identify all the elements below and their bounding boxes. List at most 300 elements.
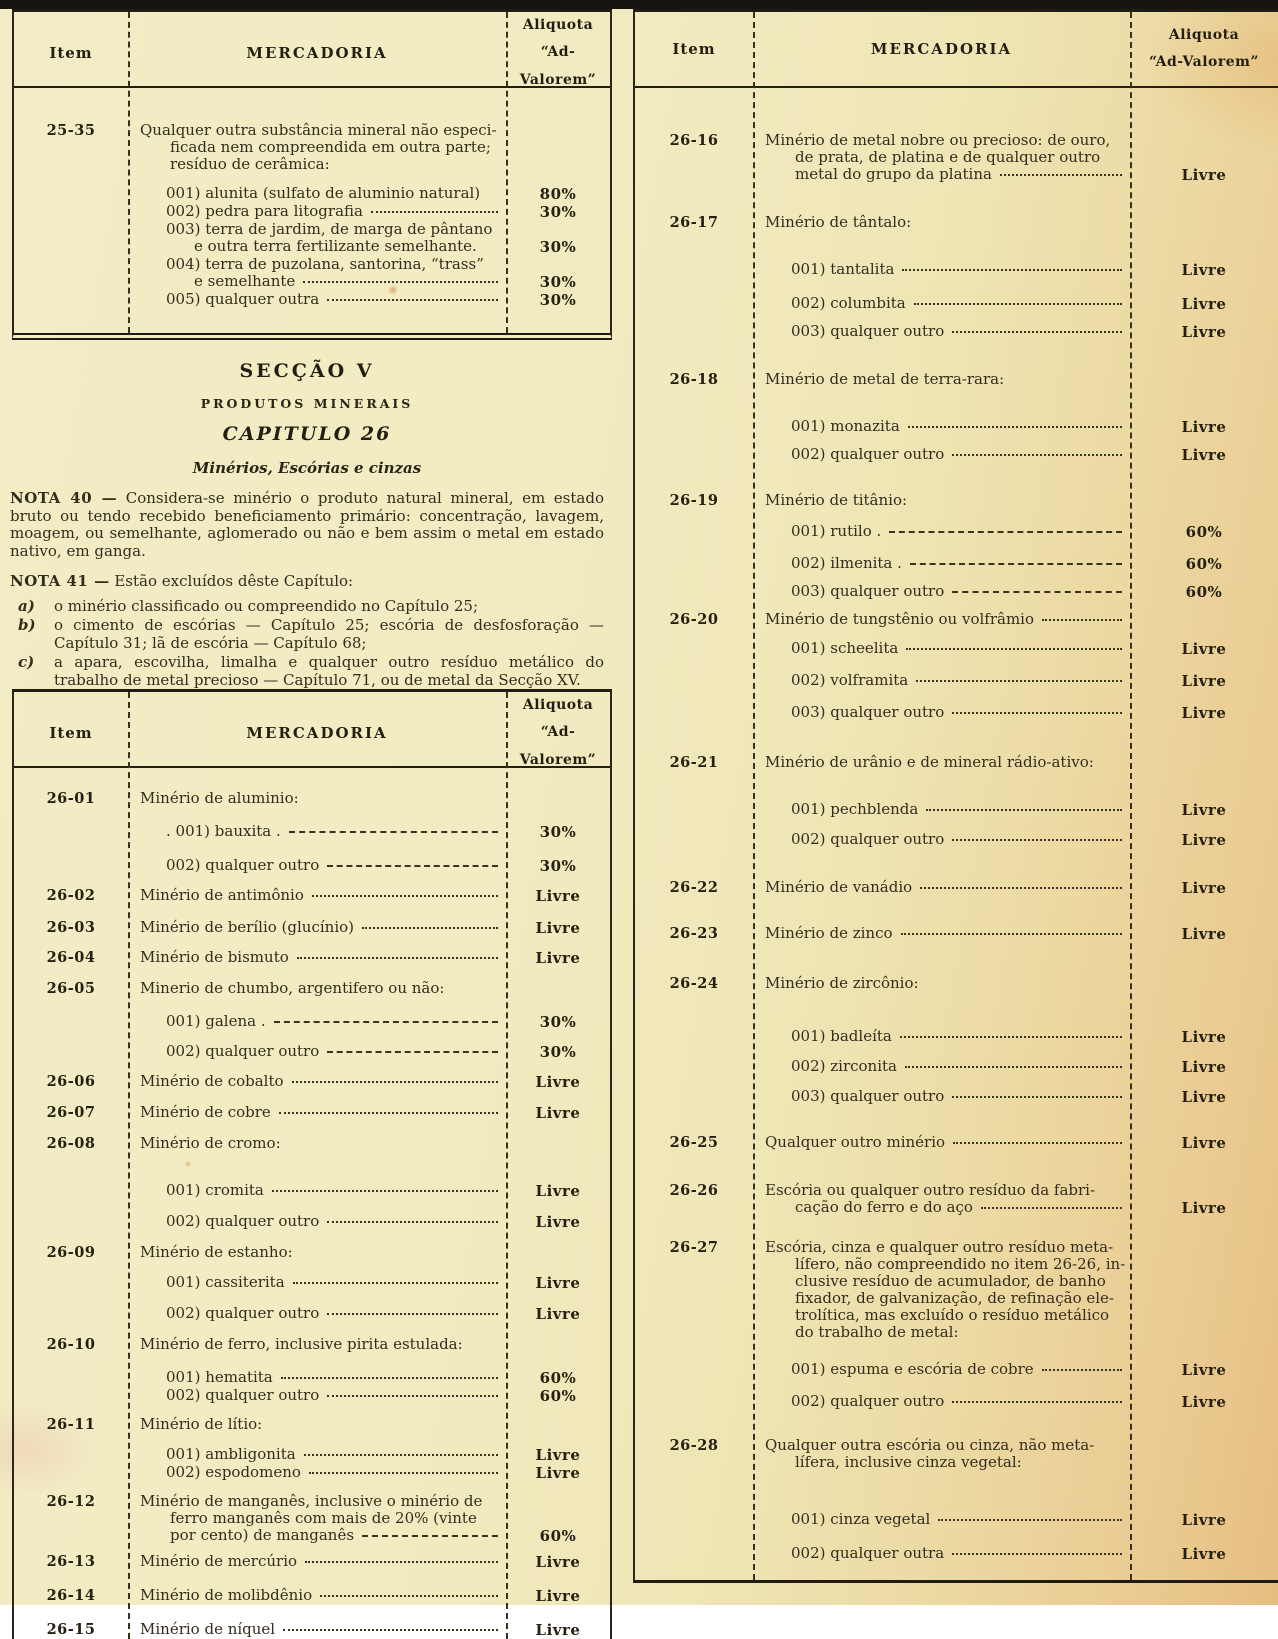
dotted-leader bbox=[953, 1142, 1122, 1144]
nota-41-item bbox=[10, 598, 604, 616]
row-text: Minério de zinco bbox=[765, 924, 893, 942]
mercadoria-text bbox=[128, 1182, 506, 1199]
left-column bbox=[0, 9, 618, 1639]
mercadoria-text bbox=[753, 1324, 1130, 1341]
row-text: Minério de mercúrio bbox=[140, 1552, 298, 1570]
item-code: 26-11 bbox=[46, 1416, 96, 1433]
dotted-leader bbox=[305, 1561, 498, 1563]
table-row-line bbox=[14, 1527, 610, 1545]
table-row-line bbox=[635, 555, 1278, 573]
row-text: Minério de níquel bbox=[140, 1620, 276, 1638]
table-row-line bbox=[635, 295, 1278, 313]
dotted-leader bbox=[906, 648, 1122, 650]
item-code: 26-03 bbox=[46, 919, 96, 936]
item-code: 26-09 bbox=[46, 1244, 96, 1261]
table-row-line bbox=[14, 1305, 610, 1323]
row-text: 004) terra de puzolana, santorina, “trass” bbox=[166, 255, 484, 273]
dotted-leader bbox=[952, 1401, 1122, 1403]
mercadoria-text bbox=[753, 640, 1130, 657]
dotted-leader bbox=[952, 839, 1122, 841]
table-row-line bbox=[14, 919, 610, 937]
item-code: 26-04 bbox=[46, 949, 96, 966]
mercadoria-text bbox=[128, 1244, 506, 1261]
aliquota-value: Livre bbox=[535, 1104, 581, 1122]
row-text: Minério de bismuto bbox=[140, 948, 289, 966]
item-code: 26-08 bbox=[46, 1135, 96, 1152]
table-row-line bbox=[635, 1256, 1278, 1273]
table-row-line bbox=[635, 672, 1278, 690]
row-text: ficada nem compreendida em outra parte; bbox=[170, 138, 491, 156]
aliquota-value: Livre bbox=[1181, 672, 1227, 690]
nota-41-item-text: a apara, escovilha, limalha e qualquer outro resíduo metálico do trabalho de metal precioso — Capítulo 71, ou de metal da Secção XV. bbox=[54, 653, 604, 689]
row-text: 002) volframita bbox=[791, 671, 909, 689]
table-row-line bbox=[635, 1028, 1278, 1046]
mercadoria-text bbox=[128, 256, 506, 273]
dotted-leader bbox=[371, 211, 498, 213]
table-row-line bbox=[635, 1134, 1278, 1152]
row-text: 001) scheelita bbox=[791, 639, 899, 657]
dotted-leader bbox=[279, 1112, 498, 1114]
aliquota-value: Livre bbox=[535, 1587, 581, 1605]
aliquota-value: Livre bbox=[1181, 1545, 1227, 1563]
aliquota-value: 30% bbox=[539, 273, 577, 291]
mercadoria-text bbox=[753, 149, 1130, 166]
aliquota-value: Livre bbox=[1181, 261, 1227, 279]
mercadoria-text bbox=[753, 611, 1130, 628]
mercadoria-text bbox=[128, 1621, 506, 1638]
mercadoria-text bbox=[753, 523, 1130, 540]
mercadoria-text bbox=[128, 221, 506, 238]
mercadoria-text bbox=[128, 1305, 506, 1322]
table-row-line bbox=[635, 611, 1278, 628]
mercadoria-text bbox=[753, 879, 1130, 896]
mercadoria-text bbox=[753, 1134, 1130, 1151]
mercadoria-text bbox=[753, 166, 1130, 183]
table-row-line bbox=[14, 980, 610, 997]
item-code: 26-20 bbox=[669, 611, 719, 628]
row-text: Minério de titânio: bbox=[765, 491, 908, 509]
table-row-line bbox=[14, 1416, 610, 1433]
row-text: Minério de ferro, inclusive pirita estulada: bbox=[140, 1335, 463, 1353]
row-text: Minério de antimônio bbox=[140, 886, 304, 904]
aliquota-value: Livre bbox=[1181, 640, 1227, 658]
table-row-line bbox=[14, 857, 610, 875]
aliquota-value: 60% bbox=[1185, 523, 1223, 541]
row-text: Minério de estanho: bbox=[140, 1243, 293, 1261]
item-code: 26-17 bbox=[669, 214, 719, 231]
row-text: 001) cinza vegetal bbox=[791, 1510, 931, 1528]
row-text: Minério de cobalto bbox=[140, 1072, 284, 1090]
column-header-mercadoria: MERCADORIA bbox=[246, 43, 388, 62]
dotted-leader bbox=[908, 426, 1122, 428]
mercadoria-text bbox=[753, 672, 1130, 689]
table-row-line bbox=[14, 256, 610, 273]
mercadoria-text bbox=[753, 1088, 1130, 1105]
row-text: Minério de metal nobre ou precioso: de ouro, bbox=[765, 131, 1111, 149]
nota-40 bbox=[10, 490, 604, 560]
column-header-aliquota bbox=[506, 692, 610, 774]
row-text: clusive resíduo de acumulador, de banho bbox=[795, 1272, 1106, 1290]
aliquota-value: Livre bbox=[535, 1553, 581, 1571]
dotted-leader bbox=[952, 331, 1122, 333]
column-header-aliquota bbox=[1130, 22, 1278, 77]
column-divider bbox=[128, 12, 130, 333]
table-row-line bbox=[14, 238, 610, 256]
row-text: metal do grupo da platina bbox=[795, 165, 992, 183]
table-row-line bbox=[14, 1387, 610, 1405]
table-row-line bbox=[635, 801, 1278, 819]
aliquota-value: Livre bbox=[535, 1446, 581, 1464]
row-text: 002) qualquer outro bbox=[166, 1304, 320, 1322]
aliquota-label: Aliquota bbox=[522, 17, 594, 33]
mercadoria-text bbox=[128, 1274, 506, 1291]
mercadoria-text bbox=[128, 1104, 506, 1121]
dotted-leader bbox=[272, 1190, 498, 1192]
mercadoria-text bbox=[128, 291, 506, 308]
mercadoria-text bbox=[128, 1527, 506, 1544]
aliquota-value: Livre bbox=[535, 1213, 581, 1231]
mercadoria-text bbox=[753, 261, 1130, 278]
column-header-mercadoria: MERCADORIA bbox=[870, 40, 1013, 58]
table-row-line bbox=[14, 1135, 610, 1152]
nota-41-item-label: a) bbox=[18, 596, 35, 615]
dotted-leader bbox=[283, 1629, 498, 1631]
dotted-leader bbox=[327, 1051, 498, 1053]
mercadoria-text bbox=[753, 1545, 1130, 1562]
table-row-line bbox=[635, 1290, 1278, 1307]
mercadoria-text bbox=[753, 323, 1130, 340]
nota-40-text: Considera-se minério o produto natural mineral, em estado bruto ou tendo recebido beneficiamento primário: concentração, lavagem, moagem, ou semelhante, aglomerado ou não e bem assim o metal em estado nativo, em ganga. bbox=[10, 489, 604, 560]
dotted-leader bbox=[916, 680, 1122, 682]
mercadoria-text bbox=[753, 1361, 1130, 1378]
mercadoria-text bbox=[128, 1369, 506, 1386]
mercadoria-text bbox=[753, 1437, 1130, 1454]
column-divider bbox=[128, 692, 130, 1639]
aliquota-value: Livre bbox=[535, 1464, 581, 1482]
row-text: Minério de manganês, inclusive o minério de bbox=[140, 1492, 483, 1510]
table-row-line bbox=[635, 323, 1278, 341]
table-row-line bbox=[14, 790, 610, 807]
row-text: lífera, inclusive cinza vegetal: bbox=[795, 1453, 1022, 1471]
item-code: 26-21 bbox=[669, 754, 719, 771]
mercadoria-text bbox=[128, 887, 506, 904]
column-divider bbox=[1130, 12, 1132, 1580]
table-row-line bbox=[635, 640, 1278, 658]
item-code: 26-10 bbox=[46, 1336, 96, 1353]
chapter-title: CAPITULO 26 bbox=[222, 423, 392, 445]
row-text: lífero, não compreendido no item 26-26, in- bbox=[795, 1255, 1126, 1273]
mercadoria-text bbox=[753, 1454, 1130, 1471]
row-text: por cento) de manganês bbox=[170, 1526, 355, 1544]
mercadoria-text bbox=[128, 949, 506, 966]
table-row-line bbox=[14, 823, 610, 841]
dotted-leader bbox=[292, 1081, 498, 1083]
row-text: cação do ferro e do aço bbox=[795, 1198, 973, 1216]
row-text: 002) qualquer outro bbox=[166, 856, 320, 874]
aliquota-value: Livre bbox=[535, 949, 581, 967]
column-header-aliquota bbox=[506, 12, 610, 94]
mercadoria-text bbox=[128, 1213, 506, 1230]
dotted-leader bbox=[293, 1282, 498, 1284]
tariff-table-26-right bbox=[633, 9, 1278, 1583]
row-text: Minério de urânio e de mineral rádio-ativo: bbox=[765, 753, 1094, 771]
row-text: 002) qualquer outro bbox=[166, 1042, 320, 1060]
aliquota-label: Aliquota bbox=[1168, 26, 1240, 43]
mercadoria-text bbox=[128, 1043, 506, 1060]
aliquota-value: Livre bbox=[535, 1274, 581, 1292]
item-code: 26-23 bbox=[669, 925, 719, 942]
mercadoria-text bbox=[128, 273, 506, 290]
aliquota-value: 60% bbox=[539, 1369, 577, 1387]
table-row-line bbox=[635, 166, 1278, 184]
row-text: Minério de lítio: bbox=[140, 1415, 263, 1433]
item-code: 26-13 bbox=[46, 1553, 96, 1570]
row-text: ferro manganês com mais de 20% (vinte bbox=[170, 1509, 477, 1527]
mercadoria-text bbox=[128, 1387, 506, 1404]
aliquota-value: 30% bbox=[539, 203, 577, 221]
tariff-table-26-left bbox=[12, 689, 612, 1639]
table-row-line bbox=[14, 1073, 610, 1091]
row-text: Minério de cromo: bbox=[140, 1134, 281, 1152]
mercadoria-text bbox=[128, 823, 506, 840]
row-text: Minério de tungstênio ou volfrâmio bbox=[765, 610, 1034, 628]
aliquota-value: Livre bbox=[1181, 1028, 1227, 1046]
row-text: e semelhante bbox=[194, 272, 296, 290]
row-text: 002) qualquer outro bbox=[166, 1212, 320, 1230]
table-row-line bbox=[14, 887, 610, 905]
nota-41-item-text: o cimento de escórias — Capítulo 25; escória de desfosforação — Capítulo 31; lã de escória — Capítulo 68; bbox=[54, 616, 604, 652]
row-text: 002) qualquer outro bbox=[791, 445, 945, 463]
table-row-line bbox=[635, 1058, 1278, 1076]
aliquota-value: Livre bbox=[1181, 1199, 1227, 1217]
table-row-line bbox=[14, 1553, 610, 1571]
row-text: 001) hematita bbox=[166, 1368, 273, 1386]
table-row-line bbox=[635, 371, 1278, 388]
table-row-line bbox=[14, 1213, 610, 1231]
column-divider bbox=[506, 692, 508, 1639]
aliquota-value: Livre bbox=[1181, 801, 1227, 819]
aliquota-value: Livre bbox=[1181, 1393, 1227, 1411]
table-row-line bbox=[635, 1239, 1278, 1256]
table-header bbox=[14, 692, 610, 768]
dotted-leader bbox=[981, 1207, 1122, 1209]
table-row-line bbox=[14, 1464, 610, 1482]
table-row-line bbox=[635, 418, 1278, 436]
nota-41-item bbox=[10, 654, 604, 689]
aliquota-value: Livre bbox=[1181, 418, 1227, 436]
table-row-line bbox=[635, 492, 1278, 509]
tariff-table-25 bbox=[12, 9, 612, 340]
dotted-leader bbox=[362, 927, 498, 929]
dotted-leader bbox=[274, 1021, 498, 1023]
dotted-leader bbox=[900, 1036, 1122, 1038]
row-text: 003) terra de jardim, de marga de pântano bbox=[166, 220, 493, 238]
dotted-leader bbox=[312, 895, 498, 897]
item-code: 26-12 bbox=[46, 1493, 96, 1510]
section-block bbox=[0, 360, 612, 689]
row-text: Qualquer outro minério bbox=[765, 1133, 946, 1151]
ad-valorem-label: “Ad-Valorem” bbox=[1148, 54, 1260, 70]
aliquota-value: 60% bbox=[1185, 583, 1223, 601]
table-row-line bbox=[14, 221, 610, 238]
nota-41-item-label: c) bbox=[18, 653, 35, 671]
aliquota-value: 80% bbox=[539, 185, 577, 203]
aliquota-value: Livre bbox=[535, 1305, 581, 1323]
item-code: 26-02 bbox=[46, 887, 96, 904]
table-row-line bbox=[635, 1545, 1278, 1563]
row-text: trolítica, mas excluído o resíduo metálico bbox=[795, 1306, 1110, 1324]
table-row-line bbox=[14, 139, 610, 156]
aliquota-value: Livre bbox=[1181, 166, 1227, 184]
row-text: Minério de vanádio bbox=[765, 878, 913, 896]
row-text: Qualquer outra escória ou cinza, não meta- bbox=[765, 1436, 1095, 1454]
table-body bbox=[635, 88, 1278, 1563]
table-row-line bbox=[635, 925, 1278, 943]
table-row-line bbox=[635, 704, 1278, 722]
mercadoria-text bbox=[753, 1239, 1130, 1256]
table-row-line bbox=[14, 203, 610, 221]
table-row-line bbox=[635, 1324, 1278, 1341]
table-row-line bbox=[14, 1493, 610, 1510]
row-text: 002) qualquer outro bbox=[791, 830, 945, 848]
table-row-line bbox=[14, 1104, 610, 1122]
table-header bbox=[635, 12, 1278, 88]
table-row-line bbox=[14, 1369, 610, 1387]
aliquota-value: Livre bbox=[1181, 323, 1227, 341]
mercadoria-text bbox=[753, 1028, 1130, 1045]
aliquota-value: 30% bbox=[539, 857, 577, 875]
table-row-line bbox=[635, 446, 1278, 464]
table-row-line bbox=[14, 1274, 610, 1292]
table-row-line bbox=[635, 1088, 1278, 1106]
aliquota-value: Livre bbox=[1181, 925, 1227, 943]
dotted-leader bbox=[303, 281, 498, 283]
row-text: de prata, de platina e de qualquer outro bbox=[795, 148, 1101, 166]
row-text: 003) qualquer outro bbox=[791, 1087, 945, 1105]
mercadoria-text bbox=[128, 1587, 506, 1604]
row-text: Minerio de chumbo, argentifero ou não: bbox=[140, 979, 445, 997]
table-row-line bbox=[14, 1182, 610, 1200]
row-text: Minério de aluminio: bbox=[140, 789, 299, 807]
scan-edge-bar bbox=[0, 0, 1278, 9]
row-text: 002) columbita bbox=[791, 294, 906, 312]
ad-valorem-label: “Ad-Valorem” bbox=[519, 44, 597, 88]
table-row-line bbox=[14, 1587, 610, 1605]
aliquota-value: Livre bbox=[535, 1621, 581, 1639]
table-row-line bbox=[14, 273, 610, 291]
item-code: 26-14 bbox=[46, 1587, 96, 1604]
mercadoria-text bbox=[753, 1511, 1130, 1528]
mercadoria-text bbox=[128, 139, 506, 156]
row-text: 001) ambligonita bbox=[166, 1445, 296, 1463]
item-code: 26-24 bbox=[669, 975, 719, 992]
column-header-mercadoria: MERCADORIA bbox=[246, 723, 388, 742]
mercadoria-text bbox=[128, 1416, 506, 1433]
mercadoria-text bbox=[128, 1553, 506, 1570]
mercadoria-text bbox=[128, 1464, 506, 1481]
dotted-leader bbox=[320, 1595, 498, 1597]
table-row-line bbox=[635, 754, 1278, 771]
item-code: 26-16 bbox=[669, 132, 719, 149]
mercadoria-text bbox=[753, 446, 1130, 463]
mercadoria-text bbox=[128, 185, 506, 202]
dotted-leader bbox=[327, 299, 498, 301]
mercadoria-text bbox=[753, 801, 1130, 818]
mercadoria-text bbox=[753, 1199, 1130, 1216]
mercadoria-text bbox=[753, 295, 1130, 312]
mercadoria-text bbox=[753, 492, 1130, 509]
table-row-line bbox=[635, 1437, 1278, 1454]
mercadoria-text bbox=[128, 238, 506, 255]
mercadoria-text bbox=[753, 925, 1130, 942]
item-code: 26-28 bbox=[669, 1437, 719, 1454]
table-row-line bbox=[635, 523, 1278, 541]
mercadoria-text bbox=[128, 1013, 506, 1030]
dotted-leader bbox=[914, 303, 1122, 305]
mercadoria-text bbox=[753, 1058, 1130, 1075]
item-code: 26-06 bbox=[46, 1073, 96, 1090]
aliquota-value: Livre bbox=[1181, 879, 1227, 897]
item-code: 26-01 bbox=[46, 790, 96, 807]
mercadoria-text bbox=[753, 704, 1130, 721]
item-code: 26-07 bbox=[46, 1104, 96, 1121]
mercadoria-text bbox=[753, 1273, 1130, 1290]
table-row-line bbox=[635, 975, 1278, 992]
row-text: 001) monazita bbox=[791, 417, 900, 435]
nota-40-label: NOTA 40 — bbox=[10, 489, 118, 507]
table-row-line bbox=[14, 1446, 610, 1464]
row-text: 001) pechblenda bbox=[791, 800, 919, 818]
row-text: Minério de metal de terra-rara: bbox=[765, 370, 1005, 388]
dotted-leader bbox=[910, 563, 1122, 565]
dotted-leader bbox=[304, 1454, 498, 1456]
dotted-leader bbox=[281, 1377, 498, 1379]
table-row-line bbox=[14, 122, 610, 139]
table-row-line bbox=[14, 156, 610, 173]
aliquota-value: Livre bbox=[1181, 1134, 1227, 1152]
mercadoria-text bbox=[128, 203, 506, 220]
row-text: 002) qualquer outro bbox=[166, 1386, 320, 1404]
row-text: Minério de tântalo: bbox=[765, 213, 912, 231]
mercadoria-text bbox=[128, 857, 506, 874]
dotted-leader bbox=[327, 1395, 498, 1397]
mercadoria-text bbox=[753, 214, 1130, 231]
aliquota-value: 30% bbox=[539, 238, 577, 256]
dotted-leader bbox=[952, 1096, 1122, 1098]
dotted-leader bbox=[920, 887, 1122, 889]
item-code: 26-15 bbox=[46, 1621, 96, 1638]
row-text: 002) zirconita bbox=[791, 1057, 897, 1075]
row-text: resíduo de cerâmica: bbox=[170, 155, 330, 173]
row-text: Minério de zircônio: bbox=[765, 974, 919, 992]
aliquota-value: Livre bbox=[1181, 1058, 1227, 1076]
table-row-line bbox=[635, 214, 1278, 231]
item-code: 26-25 bbox=[669, 1134, 719, 1151]
mercadoria-text bbox=[128, 1336, 506, 1353]
row-text: Minério de berílio (glucínio) bbox=[140, 918, 354, 936]
dotted-leader bbox=[889, 531, 1122, 533]
right-column bbox=[618, 9, 1278, 1583]
aliquota-value: Livre bbox=[1181, 295, 1227, 313]
table-row-line bbox=[635, 879, 1278, 897]
row-text: 005) qualquer outra bbox=[166, 290, 320, 308]
aliquota-value: Livre bbox=[1181, 1088, 1227, 1106]
aliquota-value: Livre bbox=[1181, 704, 1227, 722]
nota-41-item-label: b) bbox=[18, 616, 36, 634]
row-text: 002) qualquer outro bbox=[791, 1392, 945, 1410]
dotted-leader bbox=[327, 1221, 498, 1223]
table-row-line bbox=[635, 1307, 1278, 1324]
